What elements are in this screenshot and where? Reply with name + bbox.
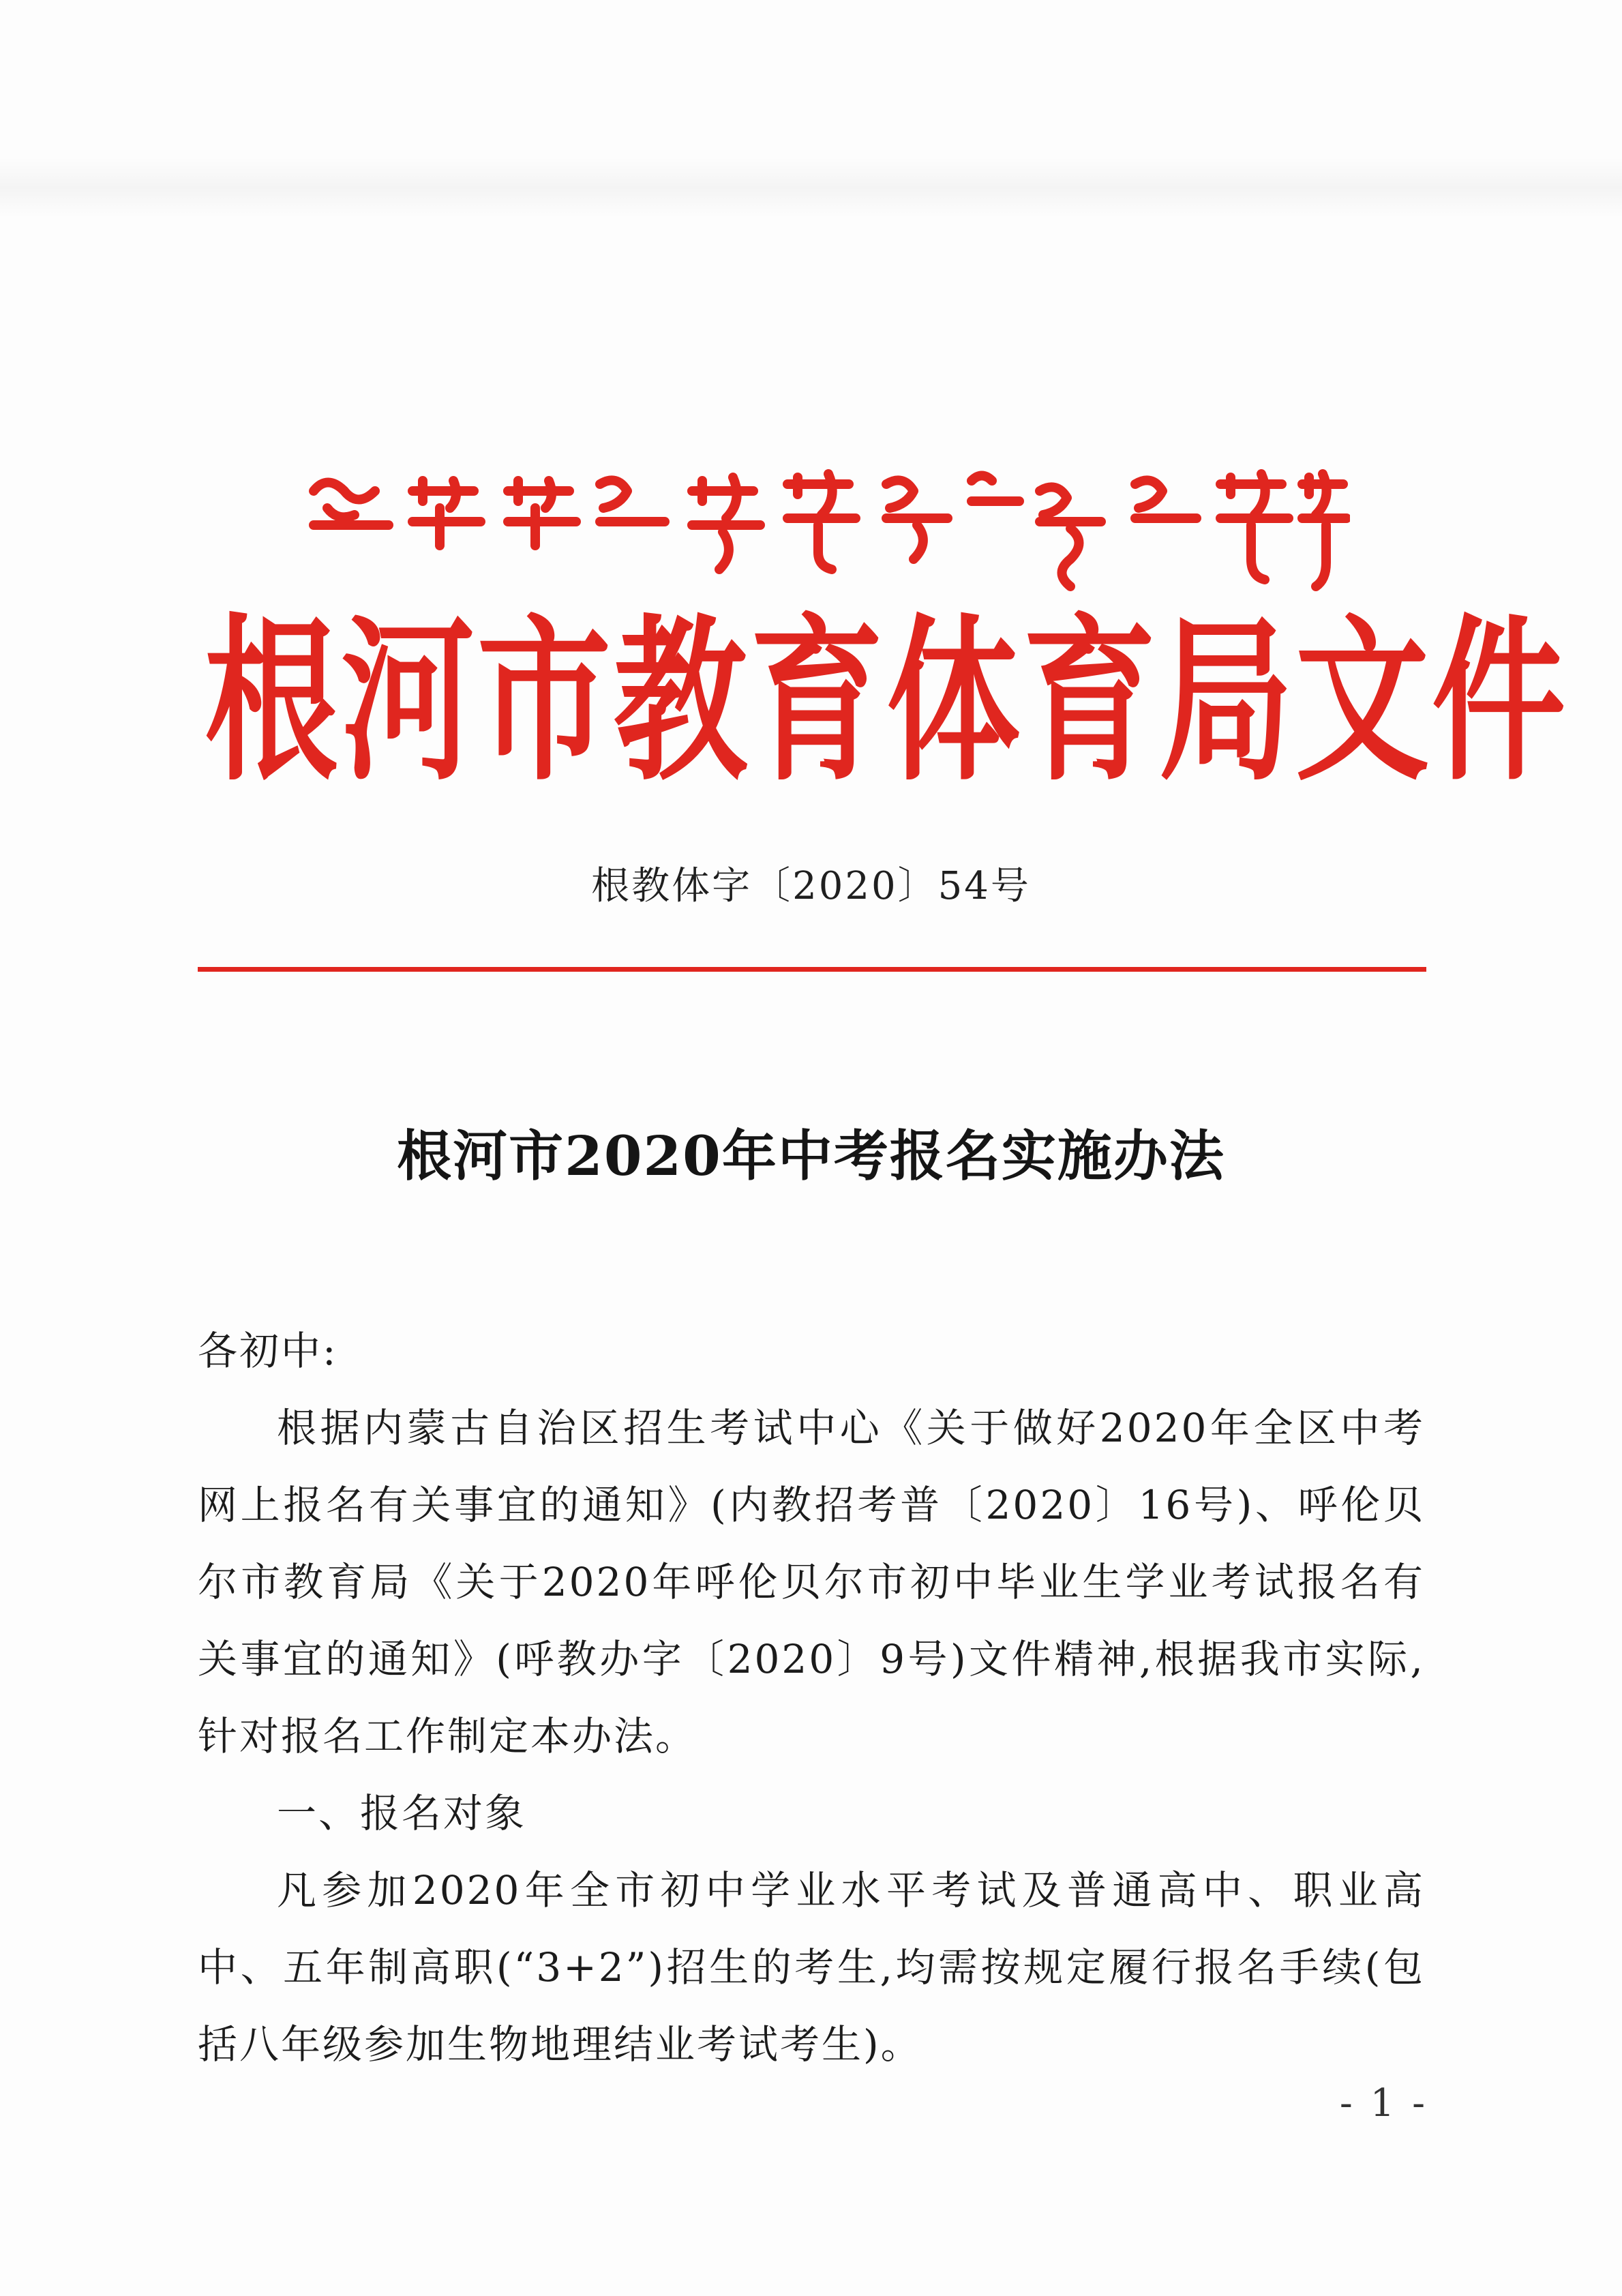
issuer-header-title: 根河市教育体育局文件 [205,599,1569,805]
salutation: 各初中: [198,1328,338,1374]
document-body [198,1313,1425,2083]
scan-artifact [0,157,1622,218]
document-number: 根教体字〔2020〕54号 [591,864,1031,908]
body-paragraph: 根据内蒙古自治区招生考试中心《关于做好2020年全区中考网上报名有关事宜的通知》(内教招考普〔2020〕16号)、呼伦贝尔市教育局《关于2020年呼伦贝尔市初中毕业生学业考试报名有关事宜的通知》(呼教办字〔2020〕9号)文件精神,根据我市实际,针对报名工作制定本办法。 [198,1405,1425,1759]
section-heading: 一、报名对象 [277,1790,527,1836]
body-paragraph: 凡参加2020年全市初中学业水平考试及普通高中、职业高中、五年制高职(“3+2”)招生的考生,均需按规定履行报名手续(包括八年级参加生物地理结业考试考生)。 [198,1867,1425,2068]
document-title: 根河市2020年中考报名实施办法 [397,1124,1225,1188]
red-divider-line [198,967,1426,972]
page-number: - 1 - [1339,2081,1428,2126]
